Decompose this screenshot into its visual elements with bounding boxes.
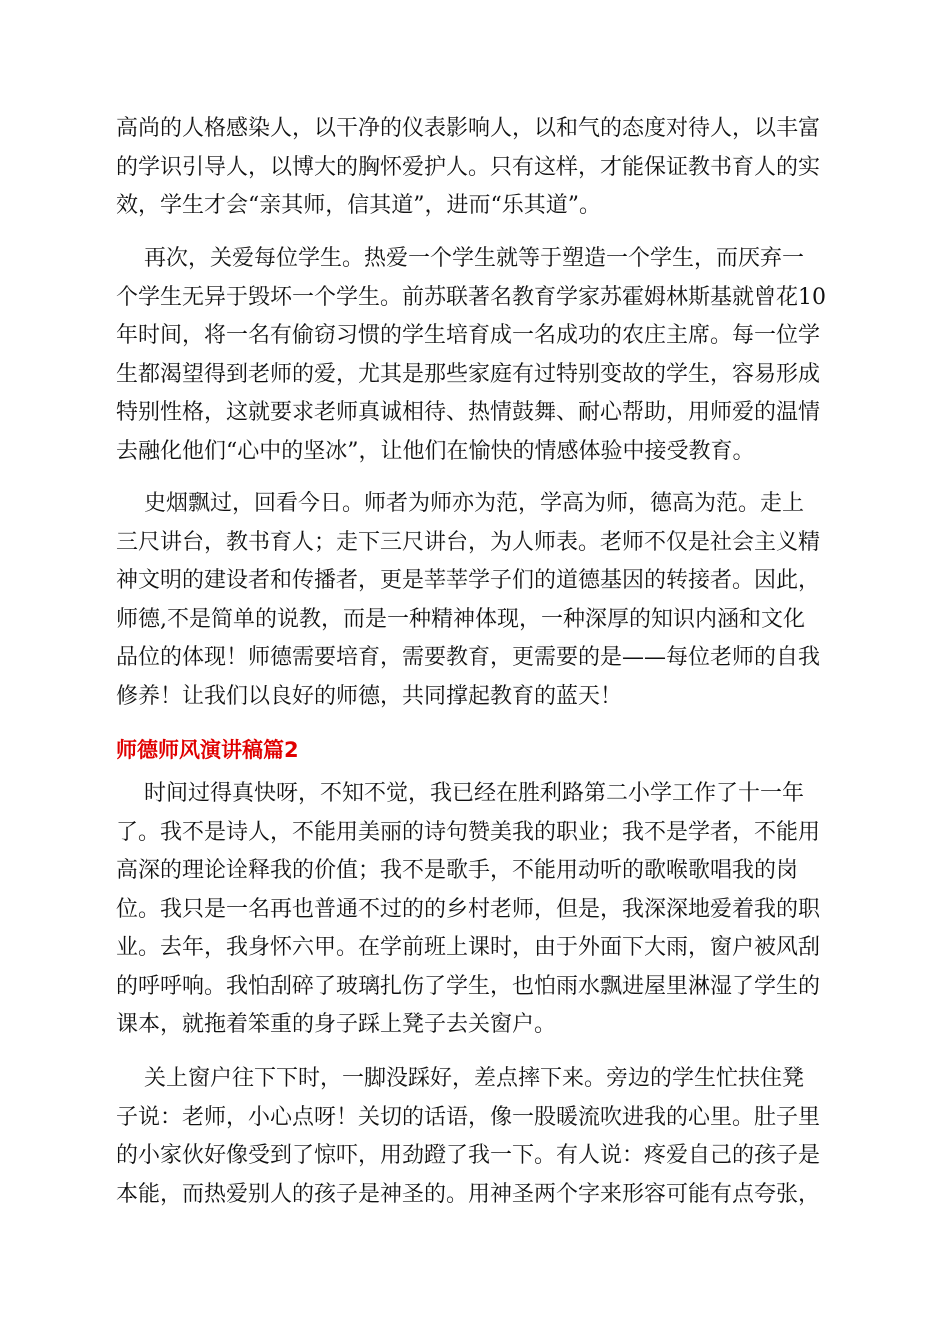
- text-line: 去融化他们“心中的坚冰”，让他们在愉快的情感体验中接受教育。: [116, 438, 755, 464]
- text-line: 业。去年，我身怀六甲。在学前班上课时，由于外面下大雨，窗户被风刮: [116, 935, 821, 960]
- text-line: 的学识引导人，以博大的胸怀爱护人。只有这样，才能保证教书育人的实: [116, 154, 821, 180]
- text-line: 修养！让我们以良好的师德，共同撑起教育的蓝天！: [116, 683, 623, 709]
- paragraph-speech-2-window: [116, 1060, 820, 1214]
- text-line: 的小家伙好像受到了惊吓，用劲蹬了我一下。有人说：疼爱自己的孩子是: [116, 1143, 821, 1168]
- text-line: 高深的理论诠释我的价值；我不是歌手，不能用动听的歌喉歌唱我的岗: [116, 858, 799, 883]
- text-line: 子说：老师，小心点呀！关切的话语，像一股暖流吹进我的心里。肚子里: [116, 1104, 821, 1130]
- text-line: 个学生无异于毁坏一个学生。前苏联著名教育学家苏霍姆林斯基就曾花10: [116, 284, 826, 310]
- text-line: 再次，关爱每位学生。热爱一个学生就等于塑造一个学生，而厌弃一: [116, 246, 804, 271]
- text-line: 高尚的人格感染人，以干净的仪表影响人，以和气的态度对待人，以丰富: [116, 116, 821, 141]
- text-line: 效，学生才会“亲其师，信其道”，进而“乐其道”。: [116, 193, 601, 218]
- text-line: 位。我只是一名再也普通不过的的乡村老师，但是，我深深地爱着我的职: [116, 896, 821, 922]
- text-line: 师德,不是简单的说教，而是一种精神体现，一种深厚的知识内涵和文化: [116, 606, 805, 632]
- text-line: 神文明的建设者和传播者，更是莘莘学子们的道德基因的转接者。因此，: [116, 568, 821, 593]
- text-line: 关上窗户往下下时，一脚没踩好，差点摔下来。旁边的学生忙扶住凳: [116, 1066, 804, 1091]
- text-line: 的呼呼响。我怕刮碎了玻璃扎伤了学生，也怕雨水飘进屋里淋湿了学生的: [116, 973, 821, 999]
- paragraph-care-for-students: [116, 240, 826, 471]
- section-heading: 师德师风演讲稿篇2: [116, 738, 299, 762]
- paragraph-conclusion: [116, 485, 820, 716]
- text-line: 了。我不是诗人，不能用美丽的诗句赞美我的职业；我不是学者，不能用: [116, 819, 821, 845]
- text-line: 生都渴望得到老师的爱，尤其是那些家庭有过特别变故的学生，容易形成: [116, 361, 821, 387]
- text-line: 品位的体现！师德需要培育，需要教育，更需要的是——每位老师的自我: [116, 645, 821, 670]
- paragraph-character: [116, 110, 820, 226]
- paragraph-speech-2-intro: [116, 775, 820, 1045]
- text-line: 本能，而热爱别人的孩子是神圣的。用神圣两个字来形容可能有点夸张，: [116, 1181, 821, 1207]
- text-line: 三尺讲台，教书育人；走下三尺讲台，为人师表。老师不仅是社会主义精: [116, 529, 821, 555]
- text-line: 特别性格，这就要求老师真诚相待、热情鼓舞、耐心帮助，用师爱的温情: [116, 400, 821, 425]
- text-line: 课本，就拖着笨重的身子踩上凳子去关窗户。: [116, 1012, 557, 1037]
- text-line: 年时间，将一名有偷窃习惯的学生培育成一名成功的农庄主席。每一位学: [116, 323, 821, 348]
- text-line: 史烟飘过，回看今日。师者为师亦为范，学高为师，德高为范。走上: [116, 491, 804, 516]
- text-line: 时间过得真快呀，不知不觉，我已经在胜利路第二小学工作了十一年: [116, 781, 804, 806]
